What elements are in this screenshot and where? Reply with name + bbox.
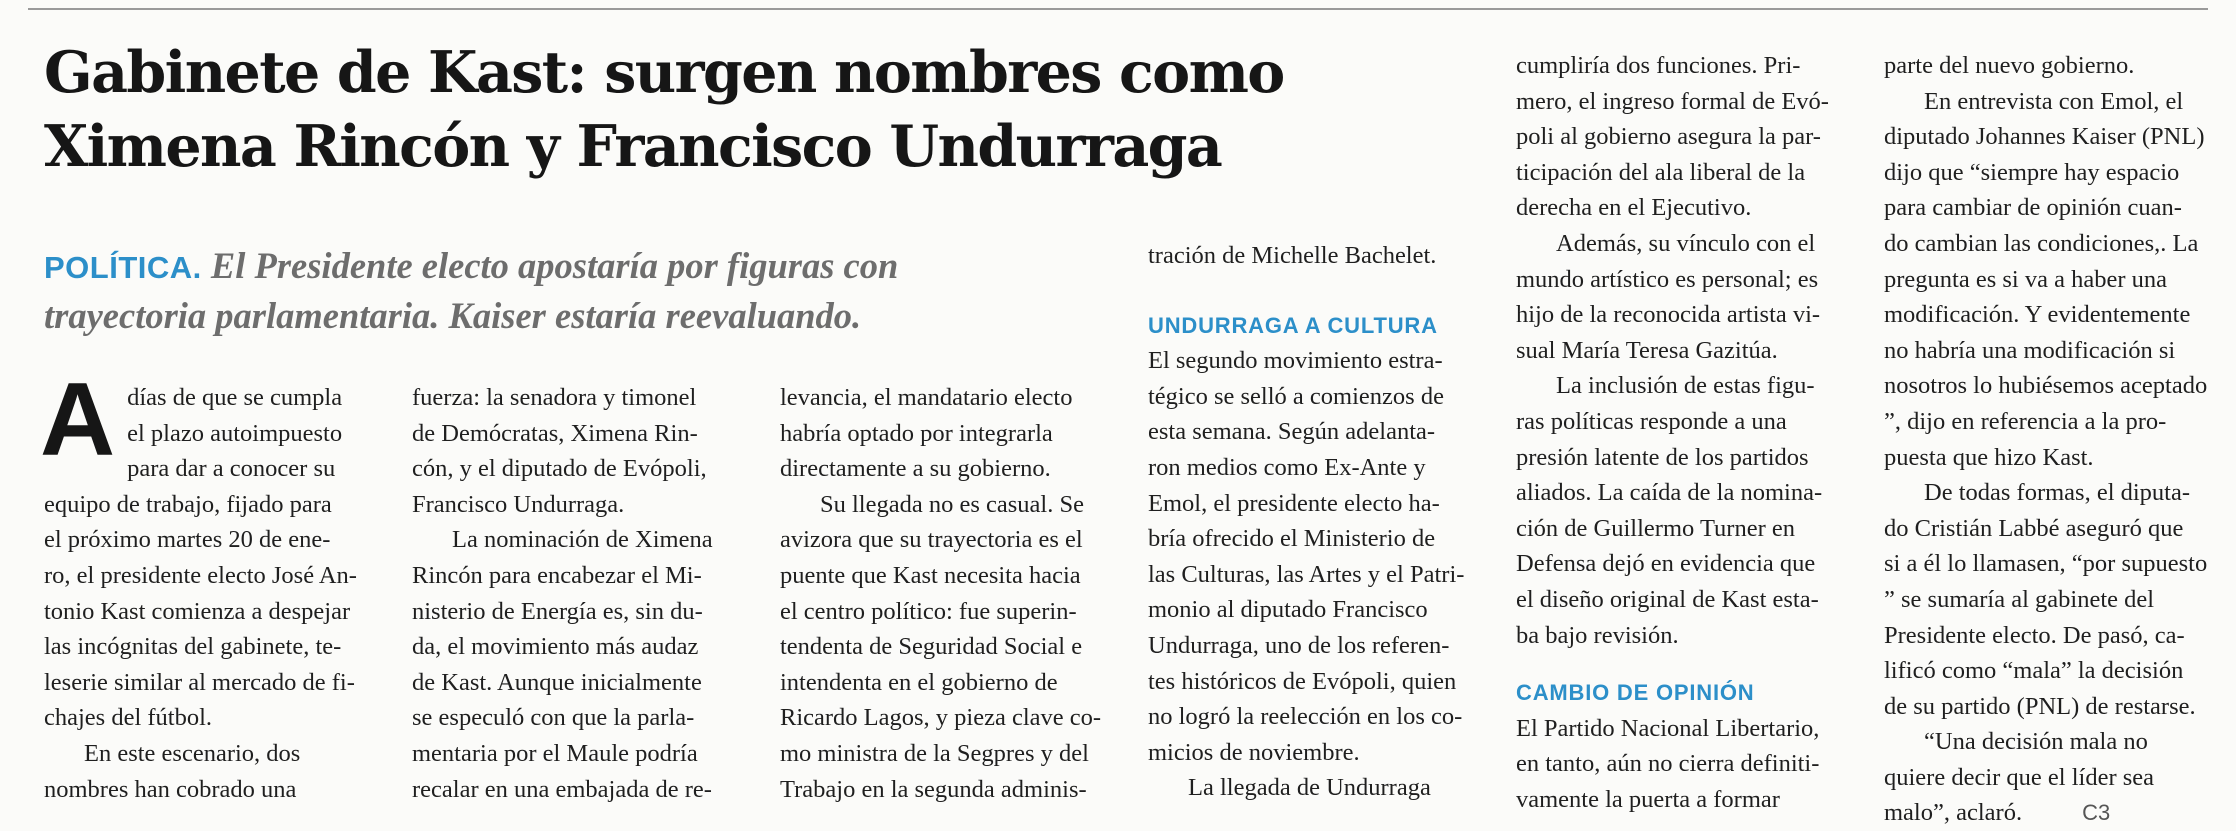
text-line: da, el movimiento más audaz (412, 633, 699, 661)
top-rule (28, 8, 2208, 10)
text-line: micios de noviembre. (1148, 738, 1360, 766)
text-line: cumpliría dos funciones. Pri- (1516, 52, 1801, 79)
text-line: En este escenario, dos (84, 739, 301, 767)
text-line: “Una decisión mala no (1924, 728, 2148, 756)
paragraph (780, 487, 1120, 807)
text-line: el centro político: fue superin- (780, 597, 1077, 625)
text-line: tégico se selló a comienzos de (1148, 382, 1444, 410)
text-line: directamente a su gobierno. (780, 455, 1051, 483)
text-line (1884, 795, 2224, 831)
text-line: equipo de trabajo, fijado para (44, 490, 332, 518)
text-line: ro, el presidente electo José An- (44, 561, 357, 589)
text-line: ron medios como Ex-Ante y (1148, 453, 1426, 481)
text-line: do Cristián Labbé aseguró que (1884, 514, 2184, 542)
text-line: poli al gobierno asegura la par- (1516, 123, 1821, 151)
column-4 (1148, 238, 1488, 806)
text-line: chajes del fútbol. (44, 704, 213, 732)
text-line: el diseño original de Kast esta- (1516, 585, 1819, 613)
paragraph (412, 380, 752, 522)
closing-text: malo”, aclaró. (1884, 799, 2023, 827)
paragraph (1148, 238, 1488, 274)
text-line: puente que Kast necesita hacia (780, 561, 1081, 589)
text-line: tración de Michelle Bachelet. (1148, 242, 1437, 269)
text-line: derecha en el Ejecutivo. (1516, 194, 1752, 222)
column-6 (1884, 48, 2224, 831)
text-line: tonio Kast comienza a despejar (44, 597, 351, 625)
text-line: pregunta es si va a haber una (1884, 265, 2167, 293)
text-line: La inclusión de estas figu- (1556, 372, 1815, 400)
text-line: La nominación de Ximena (452, 526, 713, 554)
text-line: leserie similar al mercado de fi- (44, 668, 355, 696)
headline-line-2: Ximena Rincón y Francisco Undurraga (44, 113, 1222, 180)
subhead-undurraga: UNDURRAGA A CULTURA (1148, 312, 1438, 338)
paragraph (780, 380, 1120, 487)
text-line: se especuló con que la parla- (412, 704, 695, 732)
text-line: modificación. Y evidentemente (1884, 301, 2191, 329)
text-line: Defensa dejó en evidencia que (1516, 550, 1816, 578)
paragraph (40, 362, 384, 736)
paragraph (1516, 711, 1856, 818)
text-line: Emol, el presidente electo ha- (1148, 489, 1440, 517)
text-line: no habría una modificación si (1884, 336, 2176, 364)
headline (44, 36, 1284, 184)
text-line: vamente la puerta a formar (1516, 785, 1780, 813)
text-line: presión latente de los partidos (1516, 443, 1809, 471)
paragraph (1148, 343, 1488, 770)
text-line: ción de Guillermo Turner en (1516, 514, 1795, 542)
text-line: do cambian las condiciones,. La (1884, 229, 2199, 257)
text-line: tendenta de Seguridad Social e (780, 633, 1083, 661)
column-2 (412, 380, 752, 807)
lede (44, 242, 1154, 340)
text-line: de Kast. Aunque inicialmente (412, 668, 702, 696)
text-line: monio al diputado Francisco (1148, 596, 1428, 624)
column-3 (780, 380, 1120, 807)
headline-line-1: Gabinete de Kast: surgen nombres como (44, 39, 1284, 106)
text-line: recalar en una embajada de re- (412, 775, 712, 803)
text-line: las incógnitas del gabinete, te- (44, 633, 342, 661)
lede-line-1: El Presidente electo apostaría por figuras con (210, 245, 899, 286)
text-line: no logró la reelección en los co- (1148, 703, 1463, 731)
text-line: Presidente electo. De pasó, ca- (1884, 621, 2185, 649)
paragraph (1884, 48, 2224, 84)
text-line: lificó como “mala” la decisión (1884, 657, 2184, 685)
text-line: ”, dijo en referencia a la pro- (1884, 407, 2167, 435)
subhead-cambio: CAMBIO DE OPINIÓN (1516, 680, 1755, 706)
text-line: nombres han cobrado una (44, 775, 297, 803)
paragraph (412, 522, 752, 807)
text-line: Rincón para encabezar el Mi- (412, 561, 702, 589)
text-line: intendenta en el gobierno de (780, 668, 1058, 696)
text-line: mundo artístico es personal; es (1516, 265, 1819, 293)
text-line: sual María Teresa Gazitúa. (1516, 336, 1778, 364)
text-line: nosotros lo hubiésemos aceptado (1884, 372, 2208, 400)
text-line: ticipación del ala liberal de la (1516, 158, 1806, 186)
text-line: esta semana. Según adelanta- (1148, 418, 1436, 446)
paragraph (1516, 368, 1856, 653)
text-line: En entrevista con Emol, el (1924, 87, 2184, 115)
text-line: Trabajo en la segunda adminis- (780, 775, 1087, 803)
text-line: para cambiar de opinión cuan- (1884, 194, 2182, 222)
text-line: si a él lo llamasen, “por supuesto (1884, 550, 2208, 578)
text-line: el próximo martes 20 de ene- (44, 526, 331, 554)
text-line: de Demócratas, Ximena Rin- (412, 419, 698, 447)
text-line: ” se sumaría al gabinete del (1884, 585, 2155, 613)
paragraph (1516, 226, 1856, 368)
text-line: Su llegada no es casual. Se (820, 490, 1084, 518)
text-line: habría optado por integrarla (780, 419, 1053, 447)
text-line: quiere decir que el líder sea (1884, 763, 2155, 791)
paragraph (44, 736, 384, 807)
text-line: avizora que su trayectoria es el (780, 526, 1083, 554)
text-line: ba bajo revisión. (1516, 621, 1679, 649)
text-line: Francisco Undurraga. (412, 490, 625, 518)
text-line: puesta que hizo Kast. (1884, 443, 2094, 471)
paragraph (1884, 724, 2224, 831)
text-line: La llegada de Undurraga (1188, 774, 1431, 802)
text-line: mero, el ingreso formal de Evó- (1516, 87, 1829, 115)
paragraph (1884, 475, 2224, 724)
text-line: bría ofrecido el Ministerio de (1148, 525, 1436, 553)
text-line: Undurraga, uno de los referen- (1148, 631, 1450, 659)
text-line: cón, y el diputado de Evópoli, (412, 455, 707, 483)
text-line: las Culturas, las Artes y el Patri- (1148, 560, 1465, 588)
text-line: Además, su vínculo con el (1556, 229, 1816, 257)
text-line: mo ministra de la Segpres y del (780, 739, 1089, 767)
text-line: para dar a conocer su (127, 455, 336, 483)
text-line: el plazo autoimpuesto (127, 419, 343, 447)
text-line: ras políticas responde a una (1516, 407, 1787, 435)
column-5 (1516, 48, 1856, 817)
text-line: mentaria por el Maule podría (412, 739, 698, 767)
text-line: tes históricos de Evópoli, quien (1148, 667, 1457, 695)
text-line: de su partido (PNL) de restarse. (1884, 692, 2196, 720)
paragraph (1148, 770, 1488, 806)
text-line: dijo que “siempre hay espacio (1884, 158, 2180, 186)
column-1 (40, 362, 384, 807)
text-line: en tanto, aún no cierra definiti- (1516, 750, 1820, 778)
text-line: Ricardo Lagos, y pieza clave co- (780, 704, 1102, 732)
text-line: diputado Johannes Kaiser (PNL) (1884, 123, 2205, 151)
section-kicker: POLÍTICA. (44, 250, 202, 285)
text-line: nisterio de Energía es, sin du- (412, 597, 703, 625)
end-mark-icon: C3 (2082, 800, 2111, 826)
text-line: El Partido Nacional Libertario, (1516, 714, 1820, 742)
text-line: hijo de la reconocida artista vi- (1516, 301, 1821, 329)
text-line: aliados. La caída de la nomina- (1516, 479, 1823, 507)
text-line: fuerza: la senadora y timonel (412, 384, 697, 411)
text-line: levancia, el mandatario electo (780, 384, 1073, 411)
text-line: De todas formas, el diputa- (1924, 479, 2191, 507)
paragraph (1516, 48, 1856, 226)
dropcap: A (40, 362, 116, 478)
text-line: El segundo movimiento estra- (1148, 347, 1443, 375)
text-line: días de que se cumpla (127, 384, 343, 411)
lede-line-2: trayectoria parlamentaria. Kaiser estaría reevaluando. (44, 295, 862, 336)
paragraph (1884, 84, 2224, 476)
text-line: parte del nuevo gobierno. (1884, 52, 2135, 79)
